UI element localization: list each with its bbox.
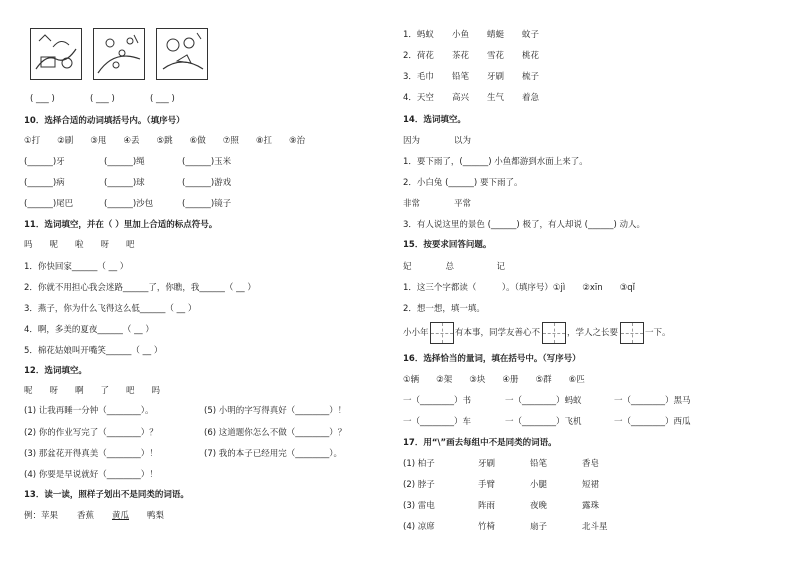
q10-r2c2[interactable]: (______)球 (104, 178, 145, 188)
q13-r3c4[interactable]: 梳子 (522, 72, 540, 82)
picture-animals (156, 28, 208, 80)
q17-r2c2[interactable]: 手臂 (478, 480, 496, 490)
q10-r1c3[interactable]: (______)玉米 (182, 157, 232, 167)
q17-r2c3[interactable]: 小腿 (530, 480, 548, 490)
q15-title: 15．按要求回答问题。 (403, 240, 492, 250)
q11-item-3[interactable]: 3．燕子，你为什么飞得这么低______（ __ ） (24, 304, 197, 314)
q14-item-3[interactable]: 3．有人说这里的景色 (______) 极了，有人却说 (______) 动人。 (403, 220, 645, 230)
q13-r2c2[interactable]: 茶花 (452, 51, 470, 61)
q17-r4c4[interactable]: 北斗星 (582, 522, 608, 532)
q11-item-5[interactable]: 5．棉花姑娘叫开嘴笑______（ __ ） (24, 346, 163, 356)
q15-fill-box-1[interactable] (430, 322, 454, 344)
q12-item-3[interactable]: (3) 那盆花开得真美（________）！ (24, 449, 158, 459)
q15-item-2: 2．想一想，填一填。 (403, 304, 485, 314)
q13-r2c1[interactable]: 2．荷花 (403, 51, 434, 61)
q16-options: ①辆 ②架 ③块 ④册 ⑤群 ⑥匹 (403, 375, 585, 385)
q12-item-6[interactable]: (6) 这道题你怎么不做（________）？ (204, 428, 347, 438)
q14-item-2[interactable]: 2．小白兔 (______) 要下雨了。 (403, 178, 523, 188)
q13-example-word-1: 香蕉 (77, 511, 95, 521)
q12-item-7[interactable]: (7) 我的本子已经用完（________）。 (204, 449, 342, 459)
q13-r4c3[interactable]: 生气 (487, 93, 505, 103)
q12-item-5[interactable]: (5) 小明的字写得真好（________）！ (204, 406, 347, 416)
q14-words-1: 因为 以为 (403, 136, 472, 146)
q15-chars: 妃 总 记 (403, 262, 506, 272)
q12-item-2[interactable]: (2) 你的作业写完了（________）？ (24, 428, 158, 438)
q10-r3c3[interactable]: (______)镜子 (182, 199, 232, 209)
q17-r2c4[interactable]: 短裙 (582, 480, 600, 490)
q13-r1c4[interactable]: 蚊子 (522, 30, 540, 40)
q15-fill-part-2: 有本事，同学友善心不 (455, 328, 541, 338)
q12-words: 呢 呀 啊 了 吧 吗 (24, 386, 161, 396)
picture-answer-2[interactable]: ( ___ ) (90, 94, 115, 104)
q17-r3c1[interactable]: (3) 雷电 (403, 501, 435, 511)
q17-r3c4[interactable]: 露珠 (582, 501, 600, 511)
q13-r4c1[interactable]: 4．天空 (403, 93, 434, 103)
q13-example-word-2: 黄瓜 (112, 511, 130, 521)
q16-r1c3[interactable]: 一（________）黑马 (614, 396, 691, 406)
q17-r1c3[interactable]: 铅笔 (530, 459, 548, 469)
q13-r3c1[interactable]: 3．毛巾 (403, 72, 434, 82)
q15-fill-box-2[interactable] (542, 322, 566, 344)
q11-item-4[interactable]: 4．啊，多美的夏夜______（ __ ） (24, 325, 154, 335)
q13-r1c3[interactable]: 蜻蜓 (487, 30, 505, 40)
q17-title: 17．用“\”画去每组中不是同类的词语。 (403, 438, 557, 448)
q17-r1c1[interactable]: (1) 柏子 (403, 459, 435, 469)
q17-r2c1[interactable]: (2) 脖子 (403, 480, 435, 490)
q12-item-4[interactable]: (4) 你要是早说就好（________）！ (24, 470, 158, 480)
q15-fill-part-1: 小小年 (403, 328, 429, 338)
q16-r1c2[interactable]: 一（________）蚂蚁 (505, 396, 582, 406)
q15-fill-box-3[interactable] (620, 322, 644, 344)
q16-r2c3[interactable]: 一（________）西瓜 (614, 417, 691, 427)
q13-r1c1[interactable]: 1．蚂蚁 (403, 30, 434, 40)
q17-r1c4[interactable]: 香皂 (582, 459, 600, 469)
q16-title: 16．选择恰当的量词，填在括号中。（写序号） (403, 354, 581, 364)
q13-title: 13．读一读，照样子划出不是同类的词语。 (24, 490, 189, 500)
q13-example-label: 例：苹果 (24, 511, 59, 521)
q15-fill-part-3: ，学人之长要 (567, 328, 619, 338)
q11-words: 吗 呢 啦 呀 吧 (24, 240, 135, 250)
q13-r3c2[interactable]: 铅笔 (452, 72, 470, 82)
q16-r2c1[interactable]: 一（________）车 (403, 417, 472, 427)
q17-r4c2[interactable]: 竹椅 (478, 522, 496, 532)
q15-fill-part-4: 一下。 (645, 328, 671, 338)
q13-r3c3[interactable]: 牙刷 (487, 72, 505, 82)
picture-answer-3[interactable]: ( ___ ) (150, 94, 175, 104)
q17-r1c2[interactable]: 牙刷 (478, 459, 496, 469)
q13-r4c4[interactable]: 着急 (522, 93, 540, 103)
q10-options: ①打 ②刷 ③甩 ④丢 ⑤跳 ⑥做 ⑦照 ⑧扛 ⑨治 (24, 136, 306, 146)
q10-r3c2[interactable]: (______)沙包 (104, 199, 154, 209)
picture-waterfall (30, 28, 82, 80)
q13-r1c2[interactable]: 小鱼 (452, 30, 470, 40)
q12-title: 12．选词填空。 (24, 366, 87, 376)
q10-title: 10．选择合适的动词填括号内。（填序号） (24, 116, 185, 126)
q17-r4c1[interactable]: (4) 凉席 (403, 522, 435, 532)
q13-r2c4[interactable]: 桃花 (522, 51, 540, 61)
q14-words-2: 非常 平常 (403, 199, 472, 209)
q10-r1c1[interactable]: (______)牙 (24, 157, 65, 167)
q14-title: 14．选词填空。 (403, 115, 466, 125)
q13-r2c3[interactable]: 雪花 (487, 51, 505, 61)
q16-r2c2[interactable]: 一（________）飞机 (505, 417, 582, 427)
q12-item-1[interactable]: (1) 让我再睡一分钟（________）。 (24, 406, 154, 416)
q15-item-1[interactable]: 1．这三个字都读（ ）。（填序号）①jì ②xīn ③qǐ (403, 283, 636, 293)
picture-answer-1[interactable]: ( ___ ) (30, 94, 55, 104)
q10-r1c2[interactable]: (______)绳 (104, 157, 145, 167)
q11-item-1[interactable]: 1．你快回家______（ __ ） (24, 262, 129, 272)
picture-flowers (93, 28, 145, 80)
q11-title: 11．选词填空，并在（ ）里加上合适的标点符号。 (24, 220, 218, 230)
q14-item-1[interactable]: 1．要下雨了，(______) 小鱼都游到水面上来了。 (403, 157, 588, 167)
q17-r4c3[interactable]: 扇子 (530, 522, 548, 532)
q13-example-word-3: 鸭梨 (147, 511, 165, 521)
q10-r2c1[interactable]: (______)病 (24, 178, 65, 188)
q13-r4c2[interactable]: 高兴 (452, 93, 470, 103)
q17-r3c3[interactable]: 夜晚 (530, 501, 548, 511)
q11-item-2[interactable]: 2．你就不用担心我会迷路______了，你瞧，我______（ __ ） (24, 283, 256, 293)
q16-r1c1[interactable]: 一（________）书 (403, 396, 472, 406)
q17-r3c2[interactable]: 阵雨 (478, 501, 496, 511)
q10-r2c3[interactable]: (______)游戏 (182, 178, 232, 188)
q10-r3c1[interactable]: (______)尾巴 (24, 199, 74, 209)
